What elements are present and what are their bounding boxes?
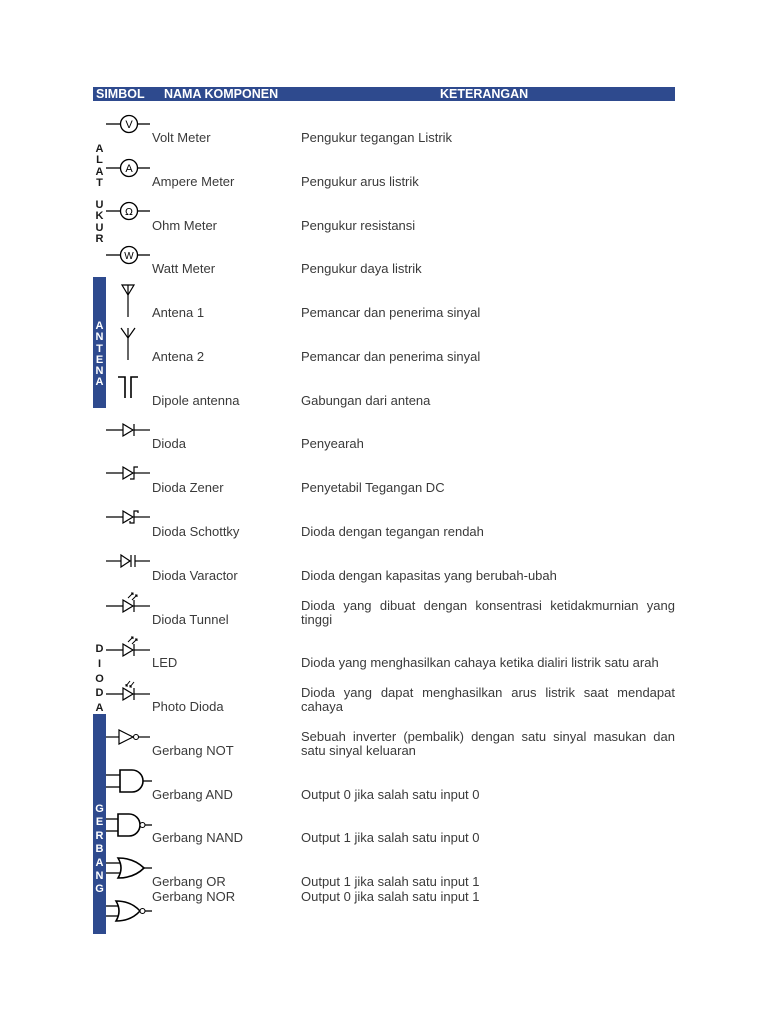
antenna-2-icon: [116, 326, 140, 367]
component-desc: Dioda yang dapat menghasilkan arus listrik saat mendapat cahaya: [301, 685, 675, 714]
group-label-antena: A N T E N A: [95, 320, 104, 389]
component-desc: Output 0 jika salah satu input 1: [301, 889, 480, 904]
component-name: Ohm Meter: [152, 218, 218, 233]
component-name: Dioda Tunnel: [152, 612, 229, 627]
component-desc: Pemancar dan penerima sinyal: [301, 349, 481, 364]
component-desc: Dioda dengan kapasitas yang berubah-ubah: [301, 568, 557, 583]
component-desc: Dioda yang dibuat dengan konsentrasi ketidakmurnian yang tinggi: [301, 598, 675, 627]
component-name: Gerbang NAND: [152, 830, 244, 845]
component-name: LED: [152, 655, 178, 670]
component-desc: Pemancar dan penerima sinyal: [301, 305, 481, 320]
component-desc: Pengukur resistansi: [301, 218, 416, 233]
component-name: Watt Meter: [152, 261, 216, 276]
photodiode-icon: [104, 679, 152, 708]
svg-text:A: A: [125, 163, 133, 175]
header-description: KETERANGAN: [440, 87, 529, 101]
component-desc: Dioda dengan tegangan rendah: [301, 524, 484, 539]
component-name: Gerbang NOR: [152, 889, 236, 904]
component-name: Dioda Varactor: [152, 568, 238, 583]
component-name: Ampere Meter: [152, 174, 235, 189]
and-gate-icon: [104, 767, 154, 800]
voltmeter-icon: [104, 114, 152, 139]
component-desc: Gabungan dari antena: [301, 393, 431, 408]
group-label-alat-ukur: A L A T U K U R: [95, 143, 104, 246]
header-symbol: SIMBOL: [96, 87, 145, 101]
component-desc: Sebuah inverter (pembalik) dengan satu sinyal masukan dan satu sinyal keluaran: [301, 729, 675, 758]
component-name: Volt Meter: [152, 130, 211, 145]
component-name: Dioda Zener: [152, 480, 224, 495]
varactor-diode-icon: [104, 552, 152, 575]
ammeter-icon: [104, 158, 152, 183]
component-name: Gerbang NOT: [152, 743, 234, 758]
tunnel-diode-icon: [104, 591, 152, 620]
component-name: Antena 2: [152, 349, 205, 364]
antenna-1-icon: [116, 283, 140, 324]
group-label-gerbang: G E R B A N G: [95, 803, 104, 896]
component-name: Gerbang OR: [152, 874, 226, 889]
component-name: Dioda Schottky: [152, 524, 240, 539]
nor-gate-icon: [104, 898, 154, 929]
component-desc: Pengukur tegangan Listrik: [301, 130, 453, 145]
group-label-dioda: D I O D A: [95, 643, 104, 715]
component-desc: Output 1 jika salah satu input 1: [301, 874, 480, 889]
svg-text:W: W: [124, 251, 134, 262]
schottky-diode-icon: [104, 508, 152, 531]
or-gate-icon: [104, 855, 154, 886]
wattmeter-icon: [104, 245, 152, 270]
dipole-antenna-icon: [116, 374, 140, 405]
component-desc: Output 0 jika salah satu input 0: [301, 787, 480, 802]
zener-diode-icon: [104, 464, 152, 487]
nand-gate-icon: [104, 811, 154, 844]
component-desc: Penyetabil Tegangan DC: [301, 480, 445, 495]
table-header: [93, 87, 675, 101]
svg-text:Ω: Ω: [125, 207, 133, 218]
component-name: Antena 1: [152, 305, 205, 320]
component-desc: Penyearah: [301, 436, 364, 451]
led-icon: [104, 635, 152, 664]
diode-icon: [104, 421, 152, 444]
component-desc: Dioda yang menghasilkan cahaya ketika dialiri listrik satu arah: [301, 655, 659, 670]
component-name: Dioda: [152, 436, 186, 451]
ohmmeter-icon: [104, 201, 152, 226]
component-desc: Pengukur daya listrik: [301, 261, 422, 276]
component-desc: Pengukur arus listrik: [301, 174, 419, 189]
component-name: Dipole antenna: [152, 393, 240, 408]
svg-text:V: V: [125, 119, 133, 131]
header-component-name: NAMA KOMPONEN: [164, 87, 279, 101]
component-name: Photo Dioda: [152, 699, 224, 714]
component-desc: Output 1 jika salah satu input 0: [301, 830, 480, 845]
not-gate-icon: [104, 726, 152, 753]
component-name: Gerbang AND: [152, 787, 233, 802]
